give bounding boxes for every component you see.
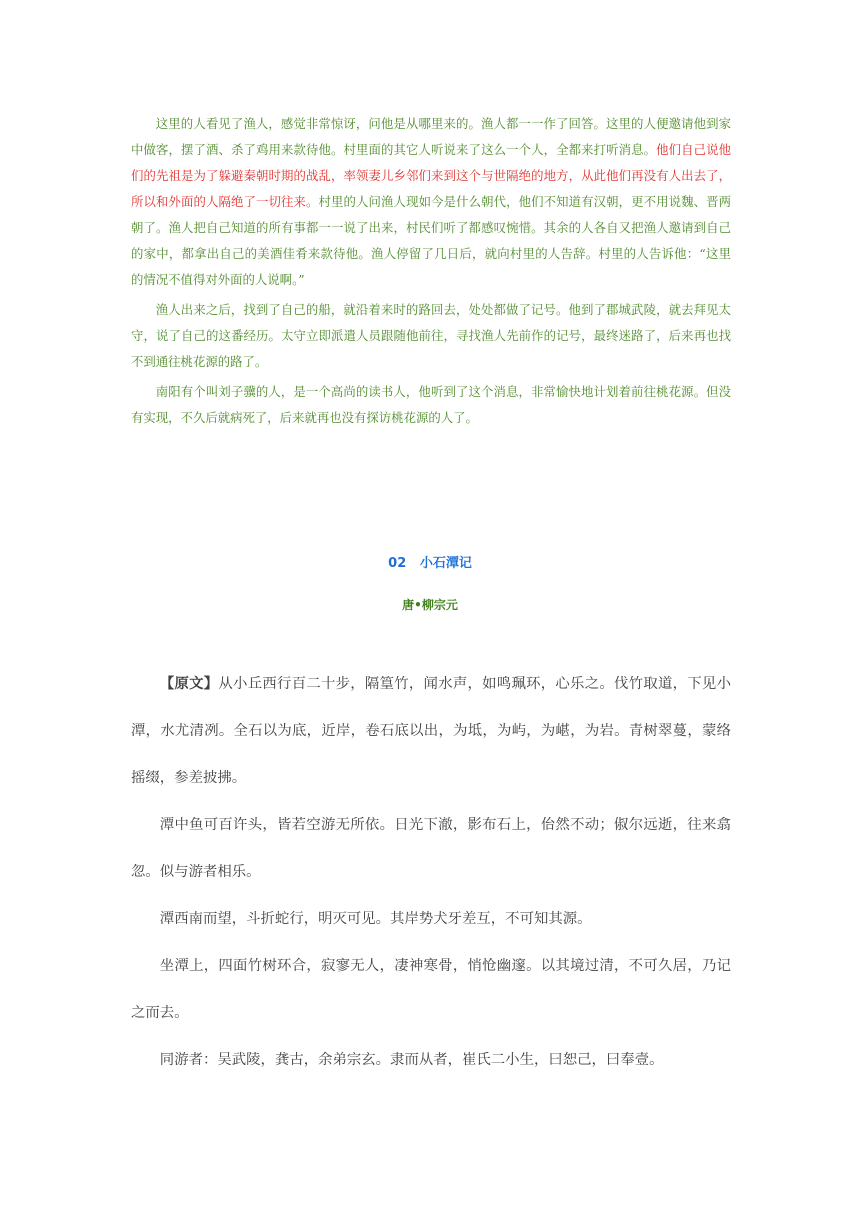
translation-p1-start: 这里的人看见了渔人，感觉非常惊讶，问他是从哪里来的。渔人都一一作了回答。这里的人便邀请他到家中做客，摆了酒、杀了鸡用来款待他。村里面的其它人听说来了这么一个人，全都来打听消息。 — [131, 116, 731, 157]
original-paragraph-3: 潭西南而望，斗折蛇行，明灭可见。其岸势犬牙差互，不可知其源。 — [159, 911, 592, 927]
section-author: 唐•柳宗元 — [402, 598, 458, 612]
original-paragraph-5: 同游者：吴武陵，龚古，余弟宗玄。隶而从者，崔氏二小生，曰恕己，曰奉壹。 — [159, 1052, 664, 1068]
translation-section — [131, 111, 731, 435]
original-text-section — [131, 661, 731, 1084]
section-title: 02 小石潭记 — [388, 556, 472, 571]
translation-p1-highlight: 他们自己说他们的先祖是为了躲避秦朝时期的战乱，率领妻儿乡邻们来到这个与世隔绝的地方，从此他们再没有人出去了，所以和外面的人隔绝了一切往来。 — [131, 142, 732, 209]
original-paragraph-2: 潭中鱼可百许头，皆若空游无所依。日光下澈，影布石上，佁然不动；俶尔远逝，往来翕忽。似与游者相乐。 — [131, 817, 731, 880]
original-label: 【原文】 — [159, 676, 219, 692]
translation-paragraph-2: 渔人出来之后，找到了自己的船，就沿着来时的路回去，处处都做了记号。他到了郡城武陵，就去拜见太守，说了自己的这番经历。太守立即派遣人员跟随他前往，寻找渔人先前作的记号，最终迷路了，后来再也找不到通往桃花源的路了。 — [131, 302, 731, 369]
translation-paragraph-3: 南阳有个叫刘子骥的人，是一个高尚的读书人，他听到了这个消息，非常愉快地计划着前往桃花源。但没有实现，不久后就病死了，后来就再也没有探访桃花源的人了。 — [131, 384, 731, 425]
original-p1-text: 从小丘西行百二十步，隔篁竹，闻水声，如鸣珮环，心乐之。伐竹取道，下见小潭，水尤清冽。全石以为底，近岸，卷石底以出，为坻，为屿，为嵁，为岩。青树翠蔓，蒙络摇缀，参差披拂。 — [131, 676, 731, 786]
original-paragraph-4: 坐潭上，四面竹树环合，寂寥无人，凄神寒骨，悄怆幽邃。以其境过清，不可久居，乃记之而去。 — [131, 958, 731, 1021]
original-paragraph-1 — [131, 661, 731, 802]
translation-p1-end: 村里的人问渔人现如今是什么朝代，他们不知道有汉朝，更不用说魏、晋两朝了。渔人把自己知道的所有事都一一说了出来，村民们听了都感叹惋惜。其余的人各自又把渔人邀请到自己的家中，都拿出自己的美酒佳肴来款待他。渔人停留了几日后，就向村里的人告辞。村里的人告诉他：“这里的情况不值得对外面的人说啊。” — [131, 194, 732, 287]
translation-paragraph-1 — [131, 111, 731, 293]
